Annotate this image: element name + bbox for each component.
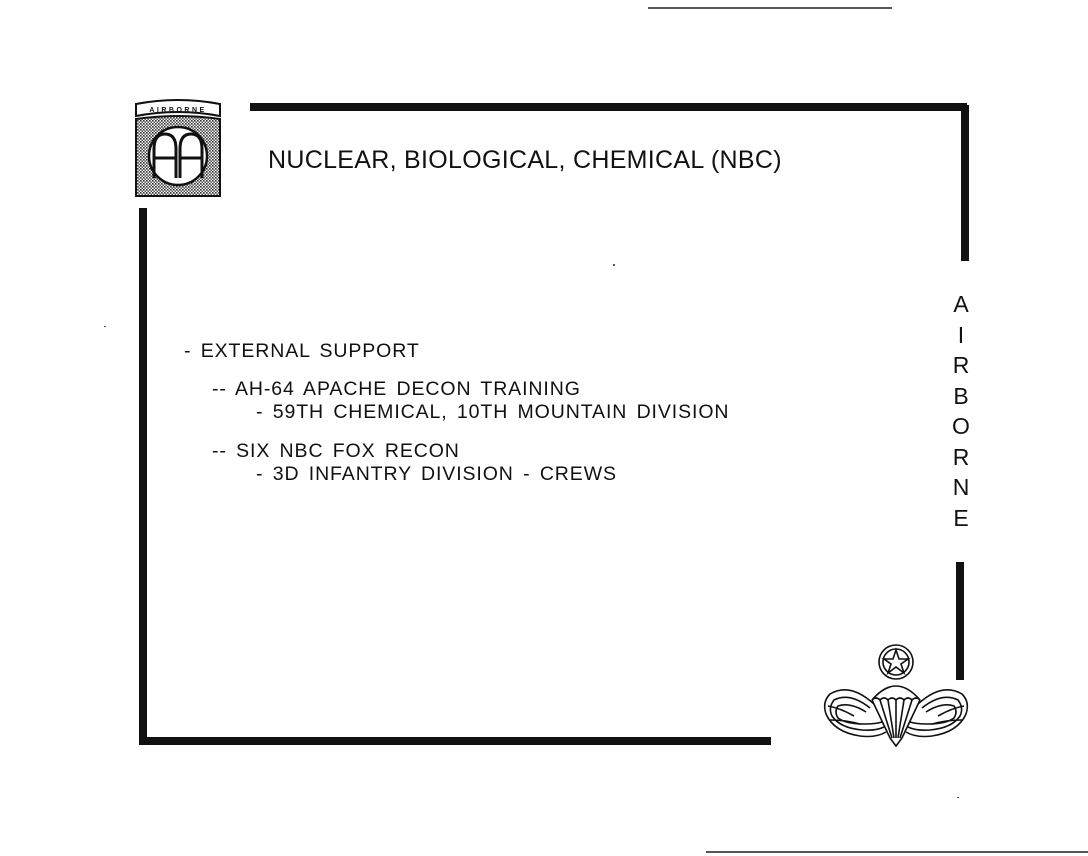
bottom-border-rule — [139, 737, 771, 745]
bullet-external-support: - EXTERNAL SUPPORT — [184, 340, 420, 362]
slide-title: NUCLEAR, BIOLOGICAL, CHEMICAL (NBC) — [268, 146, 782, 174]
side-letter: R — [952, 443, 970, 470]
master-parachutist-badge-icon — [820, 642, 972, 748]
side-letter: I — [957, 321, 965, 348]
top-scan-line — [648, 7, 892, 9]
division-patch — [134, 96, 222, 205]
bullet-3d-infantry: - 3D INFANTRY DIVISION - CREWS — [256, 463, 617, 485]
side-letter: B — [953, 382, 969, 409]
side-letter: R — [952, 352, 970, 378]
bullet-59th-chemical: - 59TH CHEMICAL, 10TH MOUNTAIN DIVISION — [256, 401, 730, 423]
left-border-rule — [139, 208, 147, 744]
patch-tab-text: AIRBORNE — [149, 107, 207, 114]
side-letter: O — [952, 413, 970, 439]
bullet-apache-decon: -- AH-64 APACHE DECON TRAINING — [212, 378, 581, 400]
bottom-scan-line — [706, 851, 1088, 853]
side-letter: E — [953, 504, 969, 531]
right-border-upper-rule — [961, 105, 969, 261]
side-letter: N — [952, 474, 970, 500]
82nd-airborne-patch-icon — [134, 96, 222, 200]
scan-speck — [613, 264, 615, 266]
parachutist-wings — [820, 642, 972, 753]
top-border-rule — [250, 103, 967, 111]
scan-speck — [957, 797, 959, 798]
side-letter: A — [953, 291, 969, 317]
bullet-fox-recon: -- SIX NBC FOX RECON — [212, 440, 460, 462]
airborne-vertical-text — [946, 289, 976, 533]
scan-speck — [104, 326, 106, 327]
